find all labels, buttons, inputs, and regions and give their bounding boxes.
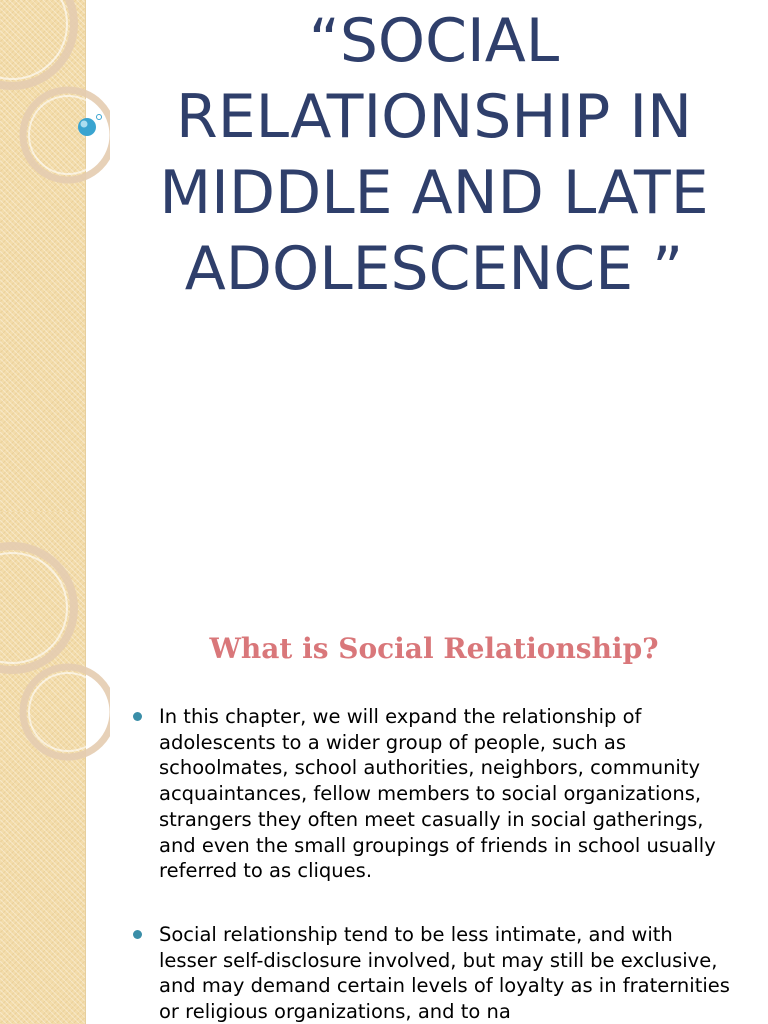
content-slide <box>0 512 768 1024</box>
bullet-list <box>132 704 732 1024</box>
bullet-item <box>132 704 732 884</box>
bullet-text: Social relationship tend to be less intimate, and with lesser self-disclosure involved, but may still be exclusive, and may demand certain levels of loyalty as in fraternities or religious organizations, and to na <box>159 922 730 1024</box>
small-ring-icon <box>97 115 102 120</box>
bullet-item <box>132 922 732 1024</box>
bullet-text: In this chapter, we will expand the relationship of adolescents to a wider group of people, such as schoolmates, school authorities, neighbors, community acquaintances, fellow members to social organizations, strangers they often meet casually in social gatherings, and even the small groupings of friends in school usually referred to as cliques. <box>159 705 716 883</box>
decorative-rings <box>0 512 110 772</box>
decorative-rings <box>0 0 110 200</box>
bullet-dot-icon <box>133 930 142 939</box>
slide-title: “SOCIAL RELATIONSHIP IN MIDDLE AND LATE ADOLESCENCE ” <box>159 6 709 304</box>
bullet-dot-icon <box>133 712 142 721</box>
blue-orb-icon <box>78 118 96 136</box>
section-heading: What is Social Relationship? <box>209 632 659 665</box>
